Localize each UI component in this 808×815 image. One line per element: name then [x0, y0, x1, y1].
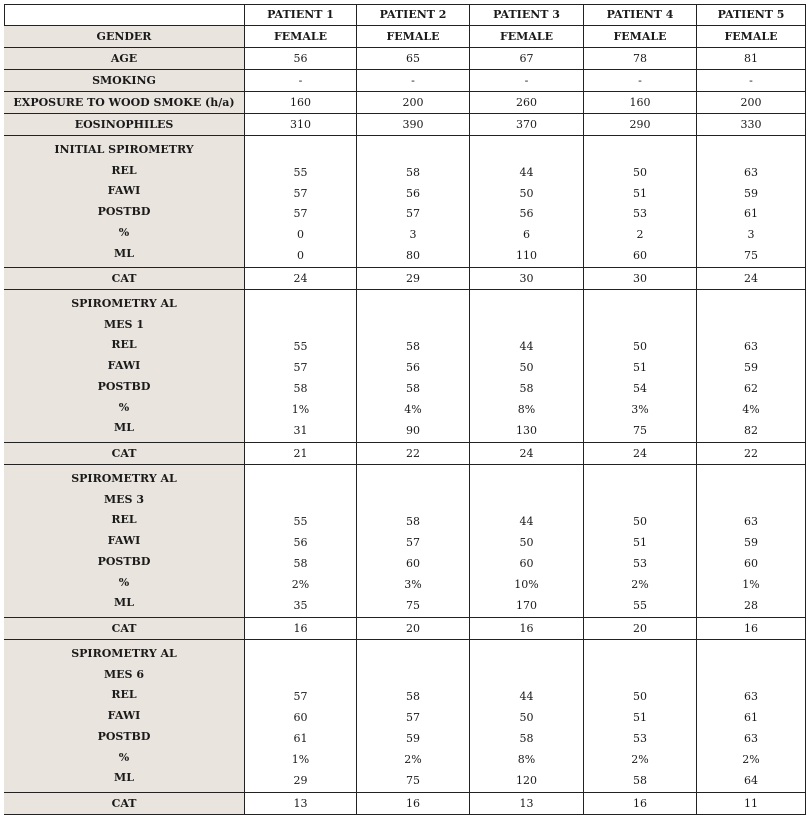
- cell-value: 16: [406, 797, 420, 810]
- row-label-line: MES 1: [104, 317, 144, 331]
- cell-value: 60: [293, 711, 308, 724]
- value-cell: [357, 618, 470, 640]
- value-cell: [245, 48, 357, 70]
- row-label-line: FAWI: [107, 534, 141, 548]
- cell-value: 55: [293, 340, 308, 353]
- cell-value: 2%: [631, 753, 649, 766]
- row-label-cell: [4, 268, 245, 290]
- column-header-label: PATIENT 5: [717, 8, 785, 21]
- cell-value: 53: [633, 732, 647, 745]
- row-label: CAT: [111, 797, 137, 810]
- row-label-line: FAWI: [107, 184, 141, 198]
- cell-value: 59: [744, 186, 758, 200]
- cell-value: 22: [744, 447, 758, 460]
- cell-value: 63: [744, 690, 758, 703]
- cell-value: 58: [406, 340, 420, 353]
- column-header-label: PATIENT 3: [493, 8, 560, 21]
- cell-value: 310: [290, 118, 311, 131]
- row-label-line: REL: [111, 513, 137, 527]
- cell-value: 2%: [404, 753, 422, 766]
- row-label-line: %: [118, 750, 130, 764]
- value-block-cell: [357, 640, 470, 793]
- row-label-cell: [4, 114, 245, 136]
- value-block-cell: [584, 465, 697, 618]
- cell-value: 20: [406, 622, 420, 635]
- cell-value: 58: [293, 557, 308, 570]
- cell-value: 58: [406, 515, 420, 528]
- cell-value: 50: [633, 166, 647, 179]
- cell-value: 58: [406, 382, 420, 395]
- value-cell: [245, 618, 357, 640]
- row-label-line: SPIROMETRY AL: [71, 647, 177, 660]
- cell-value: 1%: [291, 403, 310, 416]
- cell-value: 65: [406, 52, 420, 65]
- row-label-line: POSTBD: [97, 205, 151, 219]
- value-cell: [357, 114, 470, 136]
- cell-value: 44: [519, 690, 534, 703]
- value-cell: [245, 268, 357, 290]
- cell-value: 51: [633, 536, 647, 549]
- value-cell: [584, 48, 697, 70]
- value-cell: [357, 26, 470, 48]
- value-cell: [470, 70, 584, 92]
- cell-value: 35: [293, 599, 308, 612]
- row-label-cell: [4, 618, 245, 640]
- value-block-cell: [697, 640, 806, 793]
- cell-value: 130: [516, 424, 537, 437]
- cell-value: 200: [740, 96, 762, 109]
- cell-value: FEMALE: [724, 30, 778, 43]
- cell-value: 44: [519, 166, 534, 179]
- cell-value: 50: [519, 711, 534, 724]
- cell-value: 20: [633, 622, 647, 635]
- cell-value: 30: [519, 272, 534, 285]
- cell-value: 58: [406, 690, 420, 703]
- cell-value: 63: [744, 732, 758, 745]
- cell-value: 80: [406, 248, 420, 262]
- cell-value: 2%: [742, 753, 760, 766]
- value-block-cell: [357, 290, 470, 443]
- cell-value: 24: [633, 447, 647, 460]
- cell-value: 290: [629, 118, 651, 131]
- cell-value: 1%: [291, 753, 310, 766]
- value-block-cell: [245, 136, 357, 268]
- cell-value: 50: [633, 690, 647, 703]
- cell-value: 58: [519, 382, 534, 395]
- value-block-cell: [357, 465, 470, 618]
- row-label-block: [4, 465, 245, 618]
- value-block-cell: [584, 136, 697, 268]
- cell-value: 10%: [514, 578, 539, 591]
- row-label-line: %: [118, 400, 130, 414]
- cell-value: 0: [297, 248, 304, 262]
- cell-value: 63: [744, 166, 758, 179]
- cell-value: 11: [744, 797, 758, 810]
- cell-value: 82: [744, 424, 758, 437]
- row-label: CAT: [111, 272, 137, 285]
- value-cell: [470, 618, 584, 640]
- row-label-line: MES 6: [104, 667, 144, 681]
- cell-value: 63: [744, 340, 758, 353]
- cell-value: 16: [744, 622, 758, 635]
- value-cell: [697, 114, 806, 136]
- row-label-cell: [4, 793, 245, 815]
- cell-value: 24: [293, 272, 308, 285]
- cell-value: 29: [406, 272, 420, 285]
- cell-value: FEMALE: [386, 30, 440, 43]
- cell-value: 44: [519, 340, 534, 353]
- row-label: GENDER: [96, 30, 152, 43]
- row-label-line: FAWI: [107, 709, 141, 723]
- cell-value: -: [524, 74, 529, 87]
- row-label-cell: [4, 92, 245, 114]
- value-cell: [470, 26, 584, 48]
- value-cell: [697, 618, 806, 640]
- value-block-cell: [245, 465, 357, 618]
- cell-value: 55: [293, 515, 308, 528]
- value-cell: [470, 443, 584, 465]
- value-cell: [697, 48, 806, 70]
- row-label-line: POSTBD: [97, 379, 151, 393]
- cell-value: 16: [633, 797, 647, 810]
- cell-value: 78: [633, 52, 647, 65]
- cell-value: 22: [406, 447, 420, 460]
- cell-value: -: [749, 74, 753, 87]
- value-block-cell: [584, 290, 697, 443]
- cell-value: 330: [740, 118, 762, 131]
- value-cell: [470, 48, 584, 70]
- cell-value: 50: [519, 536, 534, 549]
- row-label-line: REL: [111, 338, 137, 352]
- cell-value: 3%: [631, 403, 649, 416]
- cell-value: 2%: [291, 578, 310, 591]
- cell-value: 21: [293, 447, 308, 460]
- value-cell: [245, 92, 357, 114]
- column-header-cell: [357, 4, 470, 26]
- row-label-line: ML: [114, 596, 134, 610]
- cell-value: 75: [744, 248, 758, 262]
- cell-value: FEMALE: [273, 30, 328, 43]
- cell-value: 61: [744, 711, 758, 724]
- cell-value: 8%: [517, 403, 536, 416]
- cell-value: 1%: [742, 578, 760, 591]
- value-cell: [357, 443, 470, 465]
- value-cell: [584, 793, 697, 815]
- value-cell: [245, 793, 357, 815]
- cell-value: 30: [633, 272, 647, 285]
- value-cell: [470, 92, 584, 114]
- cell-value: 60: [633, 248, 647, 262]
- column-header-label: PATIENT 4: [606, 8, 674, 21]
- value-cell: [584, 618, 697, 640]
- row-label-block: [4, 290, 245, 443]
- row-label-line: ML: [114, 421, 134, 435]
- row-label-line: SPIROMETRY AL: [71, 472, 177, 485]
- cell-value: 58: [633, 774, 647, 787]
- cell-value: 370: [516, 118, 537, 131]
- cell-value: 56: [406, 361, 420, 374]
- value-cell: [697, 92, 806, 114]
- cell-value: 28: [744, 599, 758, 612]
- cell-value: 64: [744, 774, 758, 787]
- cell-value: 13: [519, 797, 534, 810]
- cell-value: 62: [744, 382, 758, 395]
- cell-value: 24: [519, 447, 534, 460]
- cell-value: 57: [293, 690, 308, 703]
- value-cell: [470, 114, 584, 136]
- cell-value: -: [298, 74, 303, 87]
- cell-value: 51: [633, 361, 647, 374]
- value-cell: [697, 268, 806, 290]
- row-label-line: POSTBD: [97, 729, 151, 743]
- value-cell: [584, 92, 697, 114]
- cell-value: 59: [744, 536, 758, 549]
- cell-value: 2: [636, 228, 644, 242]
- cell-value: 56: [293, 536, 308, 549]
- value-cell: [245, 443, 357, 465]
- cell-value: 57: [293, 186, 308, 200]
- value-cell: [357, 48, 470, 70]
- cell-value: 53: [633, 207, 647, 221]
- cell-value: 160: [290, 96, 311, 109]
- cell-value: 120: [516, 774, 537, 787]
- value-block-cell: [697, 136, 806, 268]
- cell-value: 31: [293, 424, 308, 437]
- row-label-cell: [4, 48, 245, 70]
- cell-value: 58: [293, 382, 308, 395]
- cell-value: 29: [293, 774, 308, 787]
- cell-value: 58: [519, 732, 534, 745]
- cell-value: 55: [633, 599, 647, 612]
- row-label-line: INITIAL SPIROMETRY: [54, 143, 194, 156]
- cell-value: 110: [516, 248, 537, 262]
- row-label-line: %: [118, 575, 130, 589]
- value-cell: [584, 114, 697, 136]
- row-label-cell: [4, 26, 245, 48]
- cell-value: 59: [744, 361, 758, 374]
- value-cell: [470, 268, 584, 290]
- cell-value: -: [411, 74, 415, 87]
- row-label-line: ML: [114, 246, 134, 260]
- cell-value: 51: [633, 186, 647, 200]
- row-label-line: SPIROMETRY AL: [71, 297, 177, 310]
- column-header-cell: [584, 4, 697, 26]
- value-cell: [584, 443, 697, 465]
- value-cell: [584, 268, 697, 290]
- cell-value: 50: [633, 515, 647, 528]
- cell-value: 56: [293, 52, 308, 65]
- column-header-cell: [470, 4, 584, 26]
- column-header-cell: [245, 4, 357, 26]
- cell-value: 4%: [742, 403, 760, 416]
- cell-value: FEMALE: [613, 30, 667, 43]
- row-label-line: REL: [111, 688, 137, 702]
- value-cell: [245, 114, 357, 136]
- column-header-label: PATIENT 2: [379, 8, 447, 21]
- row-label-line: MES 3: [104, 492, 144, 506]
- cell-value: 3: [409, 228, 417, 242]
- cell-value: 61: [293, 732, 308, 745]
- cell-value: -: [638, 74, 642, 87]
- cell-value: 2%: [631, 578, 649, 591]
- cell-value: 57: [293, 207, 308, 221]
- value-cell: [357, 92, 470, 114]
- column-header-cell: [697, 4, 806, 26]
- cell-value: 90: [406, 424, 420, 437]
- cell-value: 61: [744, 207, 758, 221]
- cell-value: 51: [633, 711, 647, 724]
- row-label-line: %: [118, 225, 130, 239]
- cell-value: 67: [519, 52, 534, 65]
- cell-value: 0: [297, 228, 304, 242]
- cell-value: 54: [633, 382, 647, 395]
- cell-value: 3: [747, 228, 755, 242]
- row-label: EOSINOPHILES: [74, 118, 174, 131]
- value-cell: [245, 70, 357, 92]
- cell-value: 57: [293, 361, 308, 374]
- value-block-cell: [357, 136, 470, 268]
- cell-value: 16: [293, 622, 308, 635]
- cell-value: 160: [629, 96, 651, 109]
- cell-value: 390: [402, 118, 424, 131]
- cell-value: 59: [406, 732, 420, 745]
- value-cell: [357, 793, 470, 815]
- value-cell: [357, 70, 470, 92]
- cell-value: 75: [633, 424, 647, 437]
- row-label-line: FAWI: [107, 359, 141, 373]
- cell-value: 53: [633, 557, 647, 570]
- cell-value: 170: [516, 599, 537, 612]
- cell-value: 75: [406, 599, 420, 612]
- column-header-label: PATIENT 1: [267, 8, 334, 21]
- value-block-cell: [470, 136, 584, 268]
- row-label: CAT: [111, 622, 137, 635]
- cell-value: FEMALE: [499, 30, 554, 43]
- cell-value: 44: [519, 515, 534, 528]
- row-label-line: POSTBD: [97, 554, 151, 568]
- cell-value: 50: [519, 361, 534, 374]
- cell-value: 58: [406, 166, 420, 179]
- cell-value: 8%: [517, 753, 536, 766]
- value-cell: [697, 793, 806, 815]
- value-cell: [584, 26, 697, 48]
- cell-value: 16: [519, 622, 534, 635]
- row-label-block: [4, 136, 245, 268]
- cell-value: 57: [406, 207, 420, 221]
- row-label-cell: [4, 70, 245, 92]
- row-label-line: ML: [114, 771, 134, 785]
- value-cell: [357, 268, 470, 290]
- cell-value: 50: [633, 340, 647, 353]
- value-block-cell: [584, 640, 697, 793]
- cell-value: 56: [519, 207, 534, 221]
- row-label: EXPOSURE TO WOOD SMOKE (h/a): [13, 96, 235, 109]
- value-cell: [697, 70, 806, 92]
- value-cell: [245, 26, 357, 48]
- cell-value: 60: [406, 557, 420, 570]
- row-label: CAT: [111, 447, 137, 460]
- cell-value: 63: [744, 515, 758, 528]
- value-block-cell: [470, 465, 584, 618]
- row-label: AGE: [110, 52, 138, 65]
- cell-value: 24: [744, 272, 758, 285]
- cell-value: 81: [744, 52, 758, 65]
- cell-value: 75: [406, 774, 420, 787]
- cell-value: 57: [406, 711, 420, 724]
- value-block-cell: [245, 290, 357, 443]
- cell-value: 60: [744, 557, 758, 570]
- row-label-block: [4, 640, 245, 793]
- row-label-cell: [4, 443, 245, 465]
- cell-value: 13: [293, 797, 308, 810]
- value-block-cell: [470, 640, 584, 793]
- row-label-line: REL: [111, 163, 137, 177]
- cell-value: 3%: [404, 578, 422, 591]
- value-cell: [697, 26, 806, 48]
- cell-value: 55: [293, 166, 308, 179]
- cell-value: 200: [402, 96, 424, 109]
- header-corner-cell: [4, 4, 245, 26]
- cell-value: 57: [406, 536, 420, 549]
- cell-value: 56: [406, 186, 420, 200]
- cell-value: 260: [516, 96, 537, 109]
- value-block-cell: [697, 290, 806, 443]
- value-block-cell: [245, 640, 357, 793]
- value-cell: [470, 793, 584, 815]
- value-block-cell: [470, 290, 584, 443]
- value-cell: [697, 443, 806, 465]
- cell-value: 6: [523, 228, 530, 242]
- value-block-cell: [697, 465, 806, 618]
- value-cell: [584, 70, 697, 92]
- cell-value: 60: [519, 557, 534, 570]
- cell-value: 50: [519, 186, 534, 200]
- row-label: SMOKING: [92, 74, 156, 87]
- cell-value: 4%: [404, 403, 422, 416]
